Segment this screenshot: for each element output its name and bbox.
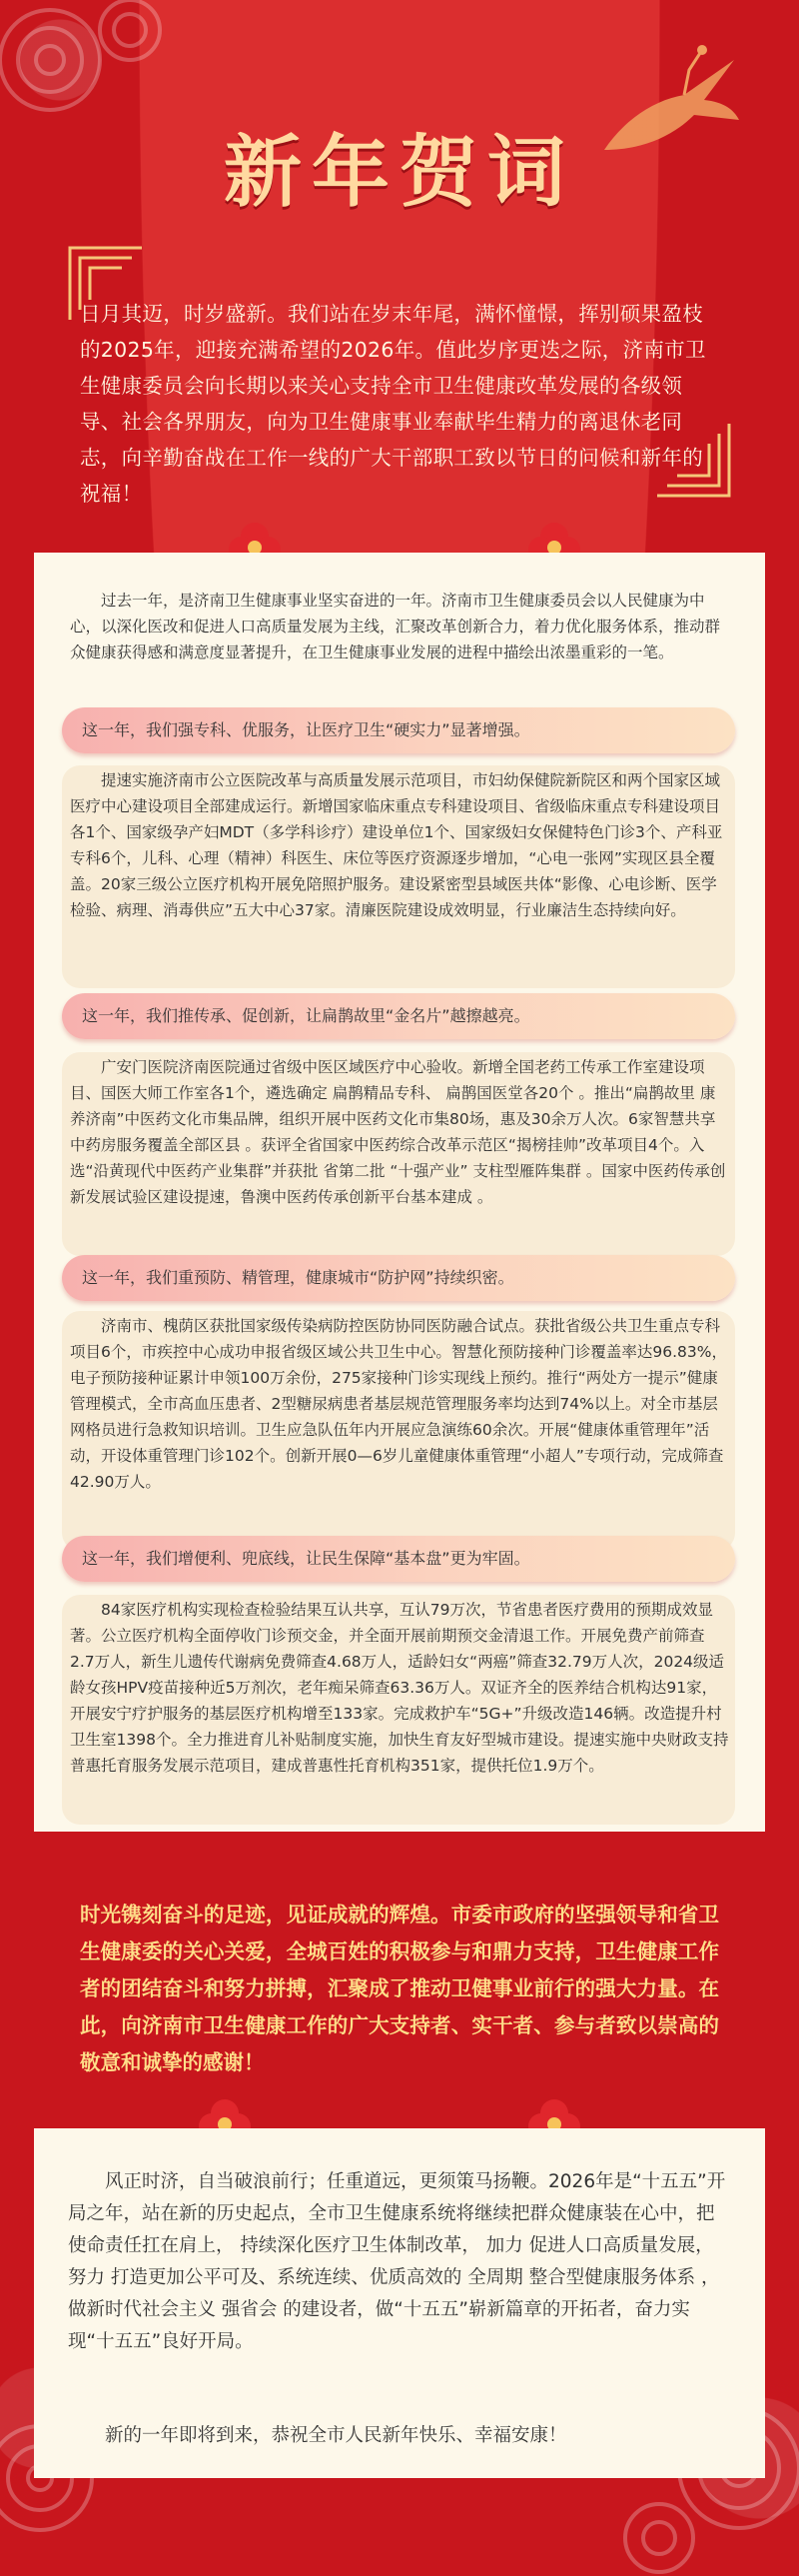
section-heading: 这一年，我们推传承、促创新，让扁鹊故里“金名片”越擦越亮。 <box>62 993 735 1039</box>
section-heading: 这一年，我们增便利、兜底线，让民生保障“基本盘”更为牢固。 <box>62 1536 735 1582</box>
closing-paragraph: 风正时济，自当破浪前行；任重道远，更须策马扬鞭。2026年是“十五五”开局之年，站在新的历史起点，全市卫生健康系统将继续把群众健康装在心中，把使命责任扛在肩上， 持续深化医疗卫生体制改革， 加力 促进人口高质量发展， 努力 打造更加公平可及、系统连续、优质高效的 全周期 整合型健康服务体系 ，做新时代社会主义 强省会 的建设者，做“十五五”崭新篇章的开拓者，奋力实现“十五五”良好开局。 <box>68 2171 726 2352</box>
section-body: 84家医疗机构实现检查检验结果互认共享，互认79万次，节省患者医疗费用的预期成效显著。公立医疗机构全面停收门诊预交金，并全面开展前期预交金清退工作。开展免费产前筛查2.7万人，新生儿遗传代谢病免费筛查4.68万人，适龄妇女“两癌”筛查32.79万人次，2024级适龄女孩HPV疫苗接种近5万剂次，老年痴呆筛查63.36万人。双证齐全的医养结合机构达91家，开展安宁疗护服务的基层医疗机构增至133家。完成救护车“5G+”升级改造146辆。改造提升村卫生室1398个。全力推进育儿补贴制度实施，加快生育友好型城市建设。提速实施中央财政支持普惠托育服务发展示范项目，建成普惠性托育机构351家，提供托位1.9万个。 <box>70 1601 729 1775</box>
section-heading: 这一年，我们重预防、精管理，健康城市“防护网”持续织密。 <box>62 1255 735 1301</box>
section-body: 提速实施济南市公立医院改革与高质量发展示范项目，市妇幼保健院新院区和两个国家区域医疗中心建设项目全部建成运行。新增国家临床重点专科建设项目、省级临床重点专科建设项目各1个、国家级孕产妇MDT（多学科诊疗）建设单位1个、国家级妇女保健特色门诊3个、产科亚专科6个，儿科、心理（精神）科医生、床位等医疗资源逐步增加，“心电一张网”实现区县全覆盖。20家三级公立医疗机构开展免陪照护服务。建设紧密型县域医共体“影像、心电诊断、医学检验、病理、消毒供应”五大中心37家。清廉医院建设成效明显，行业廉洁生态持续向好。 <box>70 771 723 919</box>
section-body: 广安门医院济南医院通过省级中医区域医疗中心验收。新增全国老药工传承工作室建设项目、国医大师工作室各1个，遴选确定 扁鹊精品专科、 扁鹊国医堂各20个 。推出“扁鹊故里 康养济南”中医药文化市集品牌，组织开展中医药文化市集80场，惠及30余万人次。6家智慧共享中药房服务覆盖全部区县 。获评全省国家中医药综合改革示范区“揭榜挂帅”改革项目4个。入选“沿黄现代中医药产业集群”并获批 省第二批 “十强产业” 支柱型雁阵集群 。国家中医药传承创新发展试验区建设提速，鲁澳中医药传承创新平台基本建成 。 <box>70 1058 726 1206</box>
thanks-paragraph: 时光镌刻奋斗的足迹，见证成就的辉煌。市委市政府的坚强领导和省卫生健康委的关心关爱，全城百姓的积极参与和鼎力支持，卫生健康工作者的团结奋斗和努力拼搏，汇聚成了推动卫健事业前行的强大力量。在此，向济南市卫生健康工作的广大支持者、实干者、参与者致以崇高的敬意和诚挚的感谢！ <box>80 1903 719 2074</box>
section-body: 济南市、槐荫区获批国家级传染病防控医防协同医防融合试点。获批省级公共卫生重点专科项目6个，市疾控中心成功申报省级区域公共卫生中心。智慧化预防接种门诊覆盖率达96.83%，电子预防接种证累计申领100万余份，275家接种门诊实现线上预约。推行“两处方一提示”健康管理模式，全市高血压患者、2型糖尿病患者基层规范管理服务率均达到74%以上。对全市基层网格员进行急救知识培训。卫生应急队伍年内开展应急演练60余次。开展“健康体重管理年”活动，开设体重管理门诊102个。创新开展0—6岁儿童健康体重管理“小超人”专项行动，完成筛查42.90万人。 <box>70 1317 727 1491</box>
intro-paragraph: 日月其迈，时岁盛新。我们站在岁末年尾，满怀憧憬，挥别硕果盈枝的2025年，迎接充满希望的2026年。值此岁序更迭之际，济南市卫生健康委员会向长期以来关心支持全市卫生健康改革发展的各级领导、社会各界朋友，向为卫生健康事业奉献毕生精力的离退休老同志，向辛勤奋战在工作一线的广大干部职工致以节日的问候和新年的祝福！ <box>80 302 706 506</box>
section-heading: 这一年，我们强专科、优服务，让医疗卫生“硬实力”显著增强。 <box>62 707 735 753</box>
page-title: 新年贺词 <box>223 127 575 218</box>
closing-greeting: 新的一年即将到来，恭祝全市人民新年快乐、幸福安康！ <box>105 2425 567 2446</box>
review-opening: 过去一年，是济南卫生健康事业坚实奋进的一年。济南市卫生健康委员会以人民健康为中心，以深化医改和促进人口高质量发展为主线，汇聚改革创新合力，着力优化服务体系，推动群众健康获得感和满意度显著提升，在卫生健康事业发展的进程中描绘出浓墨重彩的一笔。 <box>70 592 721 661</box>
